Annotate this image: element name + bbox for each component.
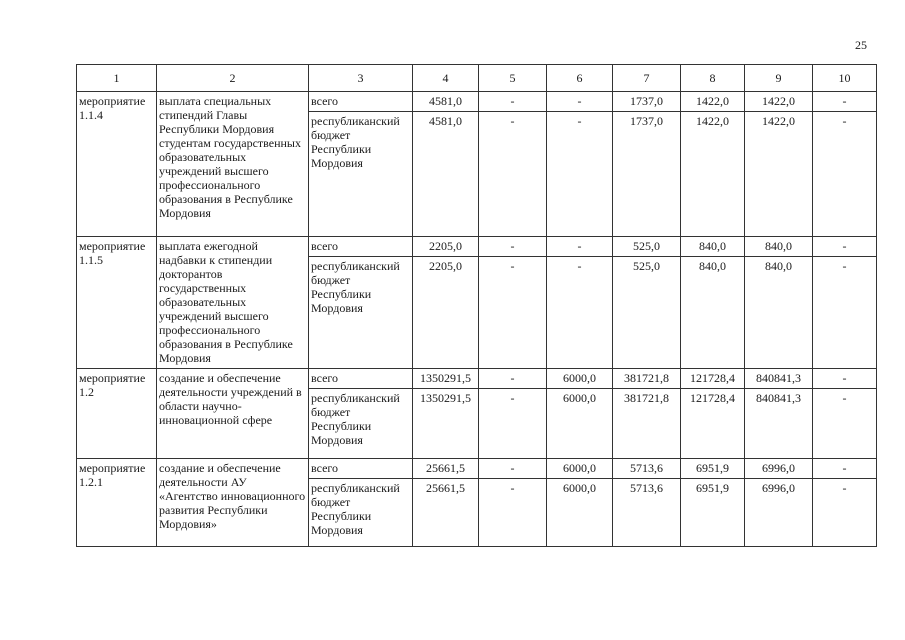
value-cell: 840,0 — [745, 237, 813, 257]
funding-source: республиканский бюджет Республики Мордовия — [309, 112, 413, 237]
value-cell: - — [813, 112, 877, 237]
value-cell: 6000,0 — [547, 479, 613, 547]
value-cell: - — [547, 237, 613, 257]
value-cell: - — [479, 92, 547, 112]
table-row — [77, 237, 877, 257]
value-cell: - — [813, 389, 877, 459]
value-cell: 6951,9 — [681, 459, 745, 479]
value-cell: 121728,4 — [681, 389, 745, 459]
value-cell: - — [479, 112, 547, 237]
column-header: 9 — [745, 65, 813, 92]
funding-source: республиканский бюджет Республики Мордовия — [309, 257, 413, 369]
value-cell: 1422,0 — [681, 112, 745, 237]
value-cell: - — [479, 257, 547, 369]
value-cell: 840,0 — [745, 257, 813, 369]
value-cell: - — [479, 459, 547, 479]
value-cell: 6951,9 — [681, 479, 745, 547]
column-header: 5 — [479, 65, 547, 92]
column-header: 4 — [413, 65, 479, 92]
funding-source: всего — [309, 92, 413, 112]
value-cell: - — [547, 257, 613, 369]
value-cell: - — [479, 237, 547, 257]
value-cell: 840841,3 — [745, 389, 813, 459]
value-cell: 840,0 — [681, 237, 745, 257]
value-cell: 1422,0 — [745, 92, 813, 112]
value-cell: 6000,0 — [547, 459, 613, 479]
value-cell: 6000,0 — [547, 369, 613, 389]
funding-source: республиканский бюджет Республики Мордовия — [309, 479, 413, 547]
column-header: 8 — [681, 65, 745, 92]
value-cell: 1422,0 — [745, 112, 813, 237]
measure-description: создание и обеспечение деятельности АУ «Агентство инновационного развития Республики Мордовия» — [157, 459, 309, 547]
header-row — [77, 65, 877, 92]
column-header: 10 — [813, 65, 877, 92]
table-row — [77, 92, 877, 112]
value-cell: - — [813, 369, 877, 389]
value-cell: - — [547, 92, 613, 112]
value-cell: - — [479, 369, 547, 389]
table-row — [77, 459, 877, 479]
value-cell: 1422,0 — [681, 92, 745, 112]
value-cell: 1737,0 — [613, 112, 681, 237]
column-header: 2 — [157, 65, 309, 92]
measure-description: выплата специальных стипендий Главы Республики Мордовия студентам государственных образовательных учреждений высшего профессионального образования в Республике Мордовия — [157, 92, 309, 237]
measure-description: выплата ежегодной надбавки к стипендии докторантов государственных образовательных учреждений высшего профессионального образования в Республике Мордовия — [157, 237, 309, 369]
column-header: 1 — [77, 65, 157, 92]
value-cell: 6996,0 — [745, 459, 813, 479]
value-cell: 525,0 — [613, 257, 681, 369]
column-header: 6 — [547, 65, 613, 92]
table-row — [77, 369, 877, 389]
value-cell: 381721,8 — [613, 369, 681, 389]
value-cell: 4581,0 — [413, 92, 479, 112]
value-cell: 1737,0 — [613, 92, 681, 112]
value-cell: 840841,3 — [745, 369, 813, 389]
value-cell: 381721,8 — [613, 389, 681, 459]
value-cell: - — [813, 257, 877, 369]
funding-source: всего — [309, 459, 413, 479]
funding-source: всего — [309, 237, 413, 257]
value-cell: 6000,0 — [547, 389, 613, 459]
budget-table — [76, 64, 877, 547]
value-cell: 121728,4 — [681, 369, 745, 389]
measure-id: мероприятие 1.1.5 — [77, 237, 157, 369]
value-cell: 5713,6 — [613, 479, 681, 547]
value-cell: 525,0 — [613, 237, 681, 257]
column-header: 7 — [613, 65, 681, 92]
value-cell: 1350291,5 — [413, 389, 479, 459]
measure-id: мероприятие 1.1.4 — [77, 92, 157, 237]
value-cell: - — [813, 92, 877, 112]
value-cell: - — [479, 389, 547, 459]
value-cell: - — [479, 479, 547, 547]
value-cell: 6996,0 — [745, 479, 813, 547]
value-cell: - — [813, 237, 877, 257]
value-cell: - — [813, 459, 877, 479]
value-cell: 2205,0 — [413, 237, 479, 257]
column-header: 3 — [309, 65, 413, 92]
value-cell: 25661,5 — [413, 459, 479, 479]
value-cell: 840,0 — [681, 257, 745, 369]
value-cell: 5713,6 — [613, 459, 681, 479]
funding-source: всего — [309, 369, 413, 389]
value-cell: 1350291,5 — [413, 369, 479, 389]
measure-id: мероприятие 1.2 — [77, 369, 157, 459]
value-cell: 2205,0 — [413, 257, 479, 369]
measure-description: создание и обеспечение деятельности учреждений в области научно-инновационной сфере — [157, 369, 309, 459]
value-cell: 4581,0 — [413, 112, 479, 237]
page-number: 25 — [855, 38, 867, 52]
value-cell: - — [813, 479, 877, 547]
measure-id: мероприятие 1.2.1 — [77, 459, 157, 547]
value-cell: 25661,5 — [413, 479, 479, 547]
funding-source: республиканский бюджет Республики Мордовия — [309, 389, 413, 459]
value-cell: - — [547, 112, 613, 237]
